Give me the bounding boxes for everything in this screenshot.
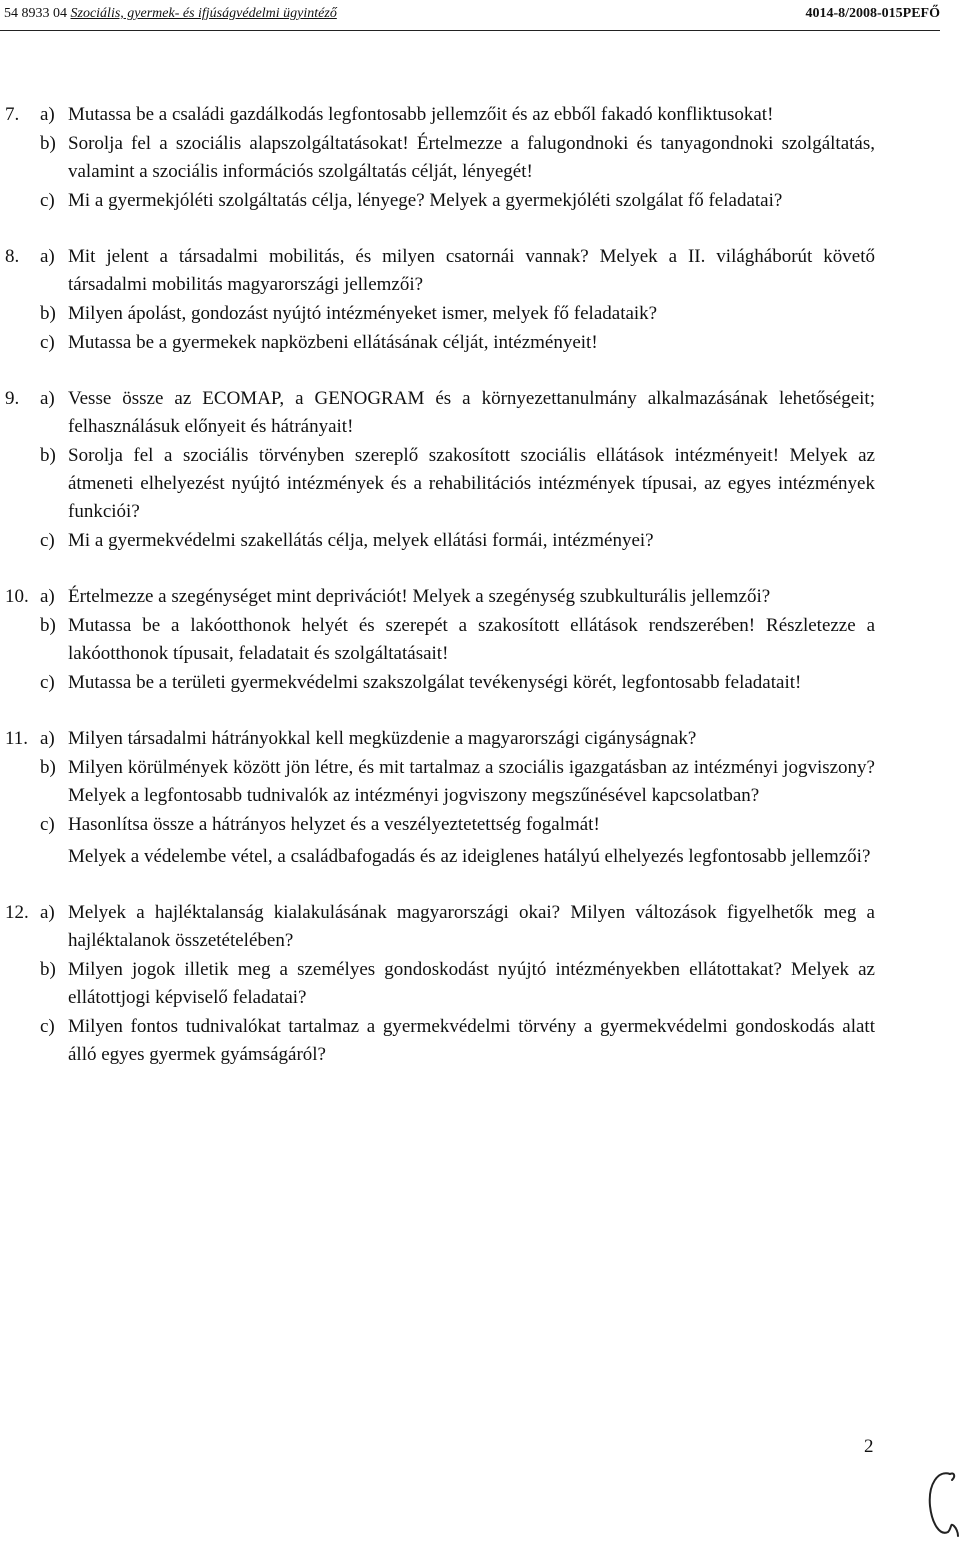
part-text: Mutassa be a területi gyermekvédelmi szakszolgálat tevékenységi körét, legfontosabb feladatait!	[68, 672, 802, 693]
part-label: a)	[40, 388, 55, 409]
part-label: a)	[40, 104, 55, 125]
question-part	[0, 442, 880, 526]
question-part	[0, 329, 880, 357]
question-8	[0, 243, 880, 357]
question-number: 8.	[5, 246, 20, 267]
part-label: b)	[40, 959, 56, 980]
question-part	[0, 243, 880, 299]
question-number: 10.	[5, 586, 29, 607]
question-part	[0, 754, 880, 810]
part-label: b)	[40, 615, 56, 636]
part-label: a)	[40, 586, 55, 607]
question-part	[0, 725, 880, 753]
part-label: a)	[40, 246, 55, 267]
qualification-name: Szociális, gyermek- és ifjúságvédelmi ügyintéző	[70, 6, 337, 21]
question-part	[0, 811, 880, 839]
question-part	[0, 187, 880, 215]
header-divider	[0, 30, 940, 31]
question-part	[0, 899, 880, 955]
part-label: a)	[40, 902, 55, 923]
signature-mark	[920, 1462, 960, 1542]
page-number: 2	[864, 1436, 874, 1457]
part-label: c)	[40, 814, 55, 835]
part-label: b)	[40, 757, 56, 778]
part-label: b)	[40, 303, 56, 324]
question-part	[0, 101, 880, 129]
question-7	[0, 101, 880, 215]
part-text: Sorolja fel a szociális alapszolgáltatásokat! Értelmezze a falugondnoki és tanyagondnoki szolgáltatás, valamint a szociális információs szolgáltatás célját, lényegét!	[68, 133, 875, 182]
part-text: Vesse össze az ECOMAP, a GENOGRAM és a környezettanulmány alkalmazásának lehetőségeit; felhasználásuk előnyeit és hátrányait!	[68, 388, 875, 437]
question-number: 7.	[5, 104, 20, 125]
part-label: c)	[40, 332, 55, 353]
question-part	[0, 669, 880, 697]
part-text: Milyen fontos tudnivalókat tartalmaz a gyermekvédelmi törvény a gyermekvédelmi gondoskodás alatt álló egyes gyermek gyámságáról?	[68, 1016, 875, 1065]
question-number: 12.	[5, 902, 29, 923]
question-part	[0, 612, 880, 668]
question-10	[0, 583, 880, 697]
part-label: a)	[40, 728, 55, 749]
part-text: Sorolja fel a szociális törvényben szereplő szakosított szociális ellátások intézményeit! Melyek az átmeneti elhelyezést nyújtó intézmények és a rehabilitációs intézmények típusai, az egyes intézmények funkciói?	[68, 445, 875, 522]
question-part	[0, 385, 880, 441]
page-header	[0, 4, 940, 26]
question-part	[0, 300, 880, 328]
part-text: Milyen ápolást, gondozást nyújtó intézményeket ismer, melyek fő feladataik?	[68, 303, 658, 324]
part-text: Mi a gyermekjóléti szolgáltatás célja, lényege? Melyek a gyermekjóléti szolgálat fő feladatai?	[68, 190, 783, 211]
part-text: Értelmezze a szegénységet mint deprivációt! Melyek a szegénység szubkulturális jellemzői?	[68, 586, 771, 607]
question-12	[0, 899, 880, 1069]
question-11	[0, 725, 880, 871]
part-text: Milyen körülmények között jön létre, és mit tartalmaz a szociális igazgatásban az intézményi jogviszony? Melyek a legfontosabb tudnivalók az intézményi jogviszony megszűnésével kapcsolatban?	[68, 757, 875, 806]
question-number: 9.	[5, 388, 20, 409]
part-text: Melyek a hajléktalanság kialakulásának magyarországi okai? Milyen változások figyelhetők meg a hajléktalanok összetételében?	[68, 902, 875, 951]
part-text: Mit jelent a társadalmi mobilitás, és milyen csatornái vannak? Melyek a II. világháborút követő társadalmi mobilitás magyarországi jellemzői?	[68, 246, 875, 295]
part-label: c)	[40, 672, 55, 693]
part-label: b)	[40, 445, 56, 466]
part-label: c)	[40, 1016, 55, 1037]
qualification-code: 54 8933 04	[4, 6, 67, 21]
document-id: 4014-8/2008-015PEFŐ	[805, 6, 940, 21]
part-text: Mutassa be a gyermekek napközbeni ellátásának célját, intézményeit!	[68, 332, 598, 353]
part-text: Milyen jogok illetik meg a személyes gondoskodást nyújtó intézményekben ellátottakat? Melyek az ellátottjogi képviselő feladatai?	[68, 959, 875, 1008]
question-part	[0, 956, 880, 1012]
header-left	[4, 4, 337, 24]
question-list	[0, 101, 880, 1097]
part-label: b)	[40, 133, 56, 154]
part-label: c)	[40, 190, 55, 211]
part-text: Mutassa be a családi gazdálkodás legfontosabb jellemzőit és az ebből fakadó konfliktusokat!	[68, 104, 774, 125]
question-number: 11.	[5, 728, 29, 749]
question-part	[0, 583, 880, 611]
part-label: c)	[40, 530, 55, 551]
question-part	[0, 527, 880, 555]
part-text: Hasonlítsa össze a hátrányos helyzet és a veszélyeztetettség fogalmát!	[68, 814, 600, 835]
part-text: Milyen társadalmi hátrányokkal kell megküzdenie a magyarországi cigányságnak?	[68, 728, 697, 749]
question-part	[0, 130, 880, 186]
part-text: Mi a gyermekvédelmi szakellátás célja, melyek ellátási formái, intézményei?	[68, 530, 654, 551]
question-part	[0, 1013, 880, 1069]
part-continuation-text: Melyek a védelembe vétel, a családbafogadás és az ideiglenes hatályú elhelyezés legfontosabb jellemzői?	[68, 846, 871, 867]
part-text: Mutassa be a lakóotthonok helyét és szerepét a szakosított ellátások rendszerében! Részletezze a lakóotthonok típusait, feladatait és szolgáltatásait!	[68, 615, 875, 664]
question-9	[0, 385, 880, 555]
